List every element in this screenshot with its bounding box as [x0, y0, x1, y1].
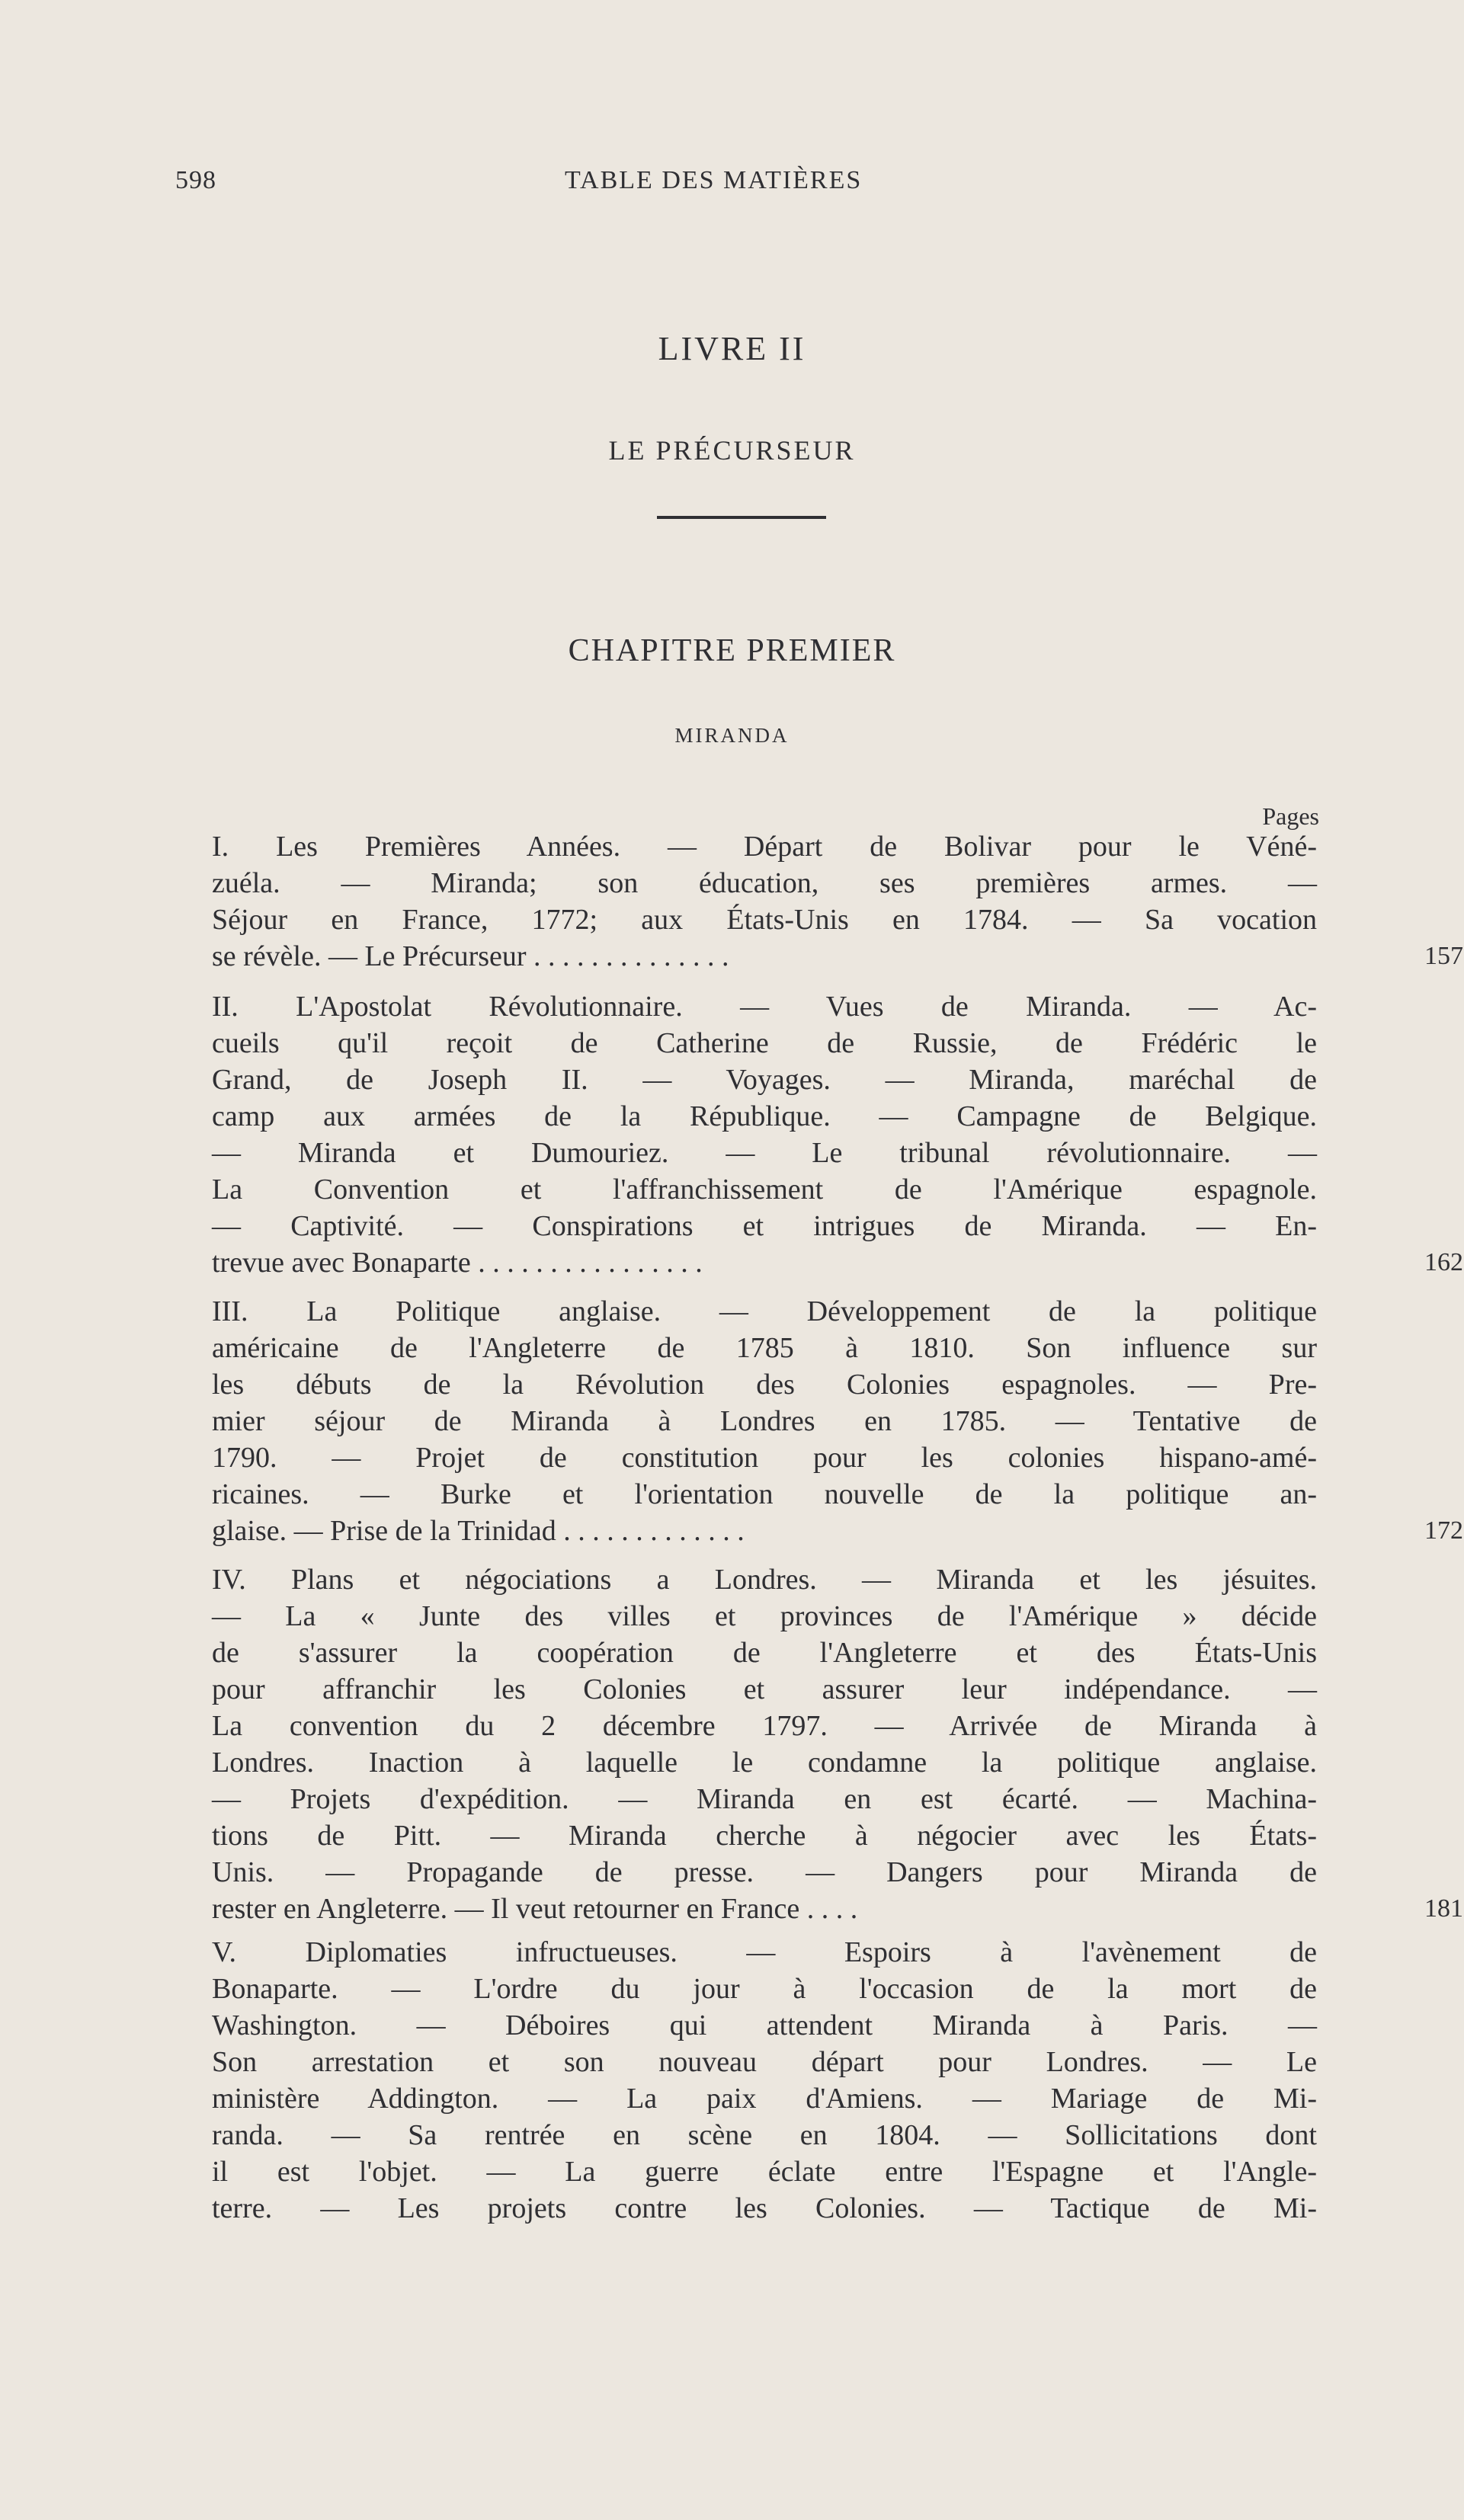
toc-entry-line: de s'assurer la coopération de l'Angleterre et des États-Unis [212, 1637, 1317, 1669]
toc-entry-line: La convention du 2 décembre 1797. — Arrivée de Miranda à [212, 1710, 1317, 1742]
toc-entry-line: — Miranda et Dumouriez. — Le tribunal révolutionnaire. — [212, 1137, 1317, 1169]
toc-entry-line: tions de Pitt. — Miranda cherche à négocier avec les États- [212, 1820, 1317, 1852]
toc-entry-line: Bonaparte. — L'ordre du jour à l'occasion de la mort de [212, 1973, 1317, 2005]
toc-entry [212, 1293, 1463, 1549]
book-part-title: LIVRE II [658, 330, 806, 367]
toc-entry-line: se révèle. — Le Précurseur . . . . . . . . . . . . . . [212, 940, 729, 972]
toc-entry-line: ricaines. — Burke et l'orientation nouvelle de la politique an- [212, 1478, 1317, 1510]
toc-entry-line: Londres. Inaction à laquelle le condamne la politique anglaise. [212, 1747, 1317, 1779]
toc-entry-line: rester en Angleterre. — Il veut retourner en France . . . . [212, 1893, 858, 1925]
toc-entry-line: V. Diplomaties infructueuses. — Espoirs à l'avènement de [212, 1936, 1317, 1968]
toc-entry [212, 988, 1463, 1281]
book-part-subtitle: LE PRÉCURSEUR [608, 435, 856, 466]
toc-entry-line: II. L'Apostolat Révolutionnaire. — Vues de Miranda. — Ac- [212, 991, 1317, 1023]
toc-entry-line: IV. Plans et négociations a Londres. — Miranda et les jésuites. [212, 1564, 1317, 1596]
toc-entry [212, 1934, 1317, 2227]
toc-entry-line: — Captivité. — Conspirations et intrigues de Miranda. — En- [212, 1210, 1317, 1242]
toc-entry-line: La Convention et l'affranchissement de l'Amérique espagnole. [212, 1174, 1317, 1206]
toc-entry-line: les débuts de la Révolution des Colonies espagnoles. — Pre- [212, 1369, 1317, 1401]
toc-entry-line: III. La Politique anglaise. — Développement de la politique [212, 1295, 1317, 1327]
toc-entry-line: — Projets d'expédition. — Miranda en est écarté. — Machina- [212, 1783, 1317, 1815]
toc-entry-line: 1790. — Projet de constitution pour les colonies hispano-amé- [212, 1442, 1317, 1474]
toc-entry-line: I. Les Premières Années. — Départ de Bolivar pour le Véné- [212, 831, 1317, 863]
toc-entry-line: trevue avec Bonaparte . . . . . . . . . . . . . . . . [212, 1247, 703, 1279]
toc-entry-line: il est l'objet. — La guerre éclate entre l'Espagne et l'Angle- [212, 2156, 1317, 2188]
toc-entry [212, 828, 1463, 975]
toc-entry-line: zuéla. — Miranda; son éducation, ses premières armes. — [212, 867, 1317, 899]
running-head-title: TABLE DES MATIÈRES [565, 166, 863, 194]
toc-entry-page: 181 [1424, 1894, 1463, 1923]
toc-entry-line: américaine de l'Angleterre de 1785 à 1810. Son influence sur [212, 1332, 1317, 1364]
chapter-subject: MIRANDA [674, 724, 790, 747]
toc-entry-line: Son arrestation et son nouveau départ pour Londres. — Le [212, 2046, 1317, 2078]
toc-entry-line: — La « Junte des villes et provinces de l'Amérique » décide [212, 1600, 1317, 1632]
toc-entry-page: 172 [1424, 1516, 1463, 1545]
toc-entry-line: glaise. — Prise de la Trinidad . . . . . . . . . . . . . [212, 1515, 745, 1547]
toc-entry-page: 157 [1424, 942, 1463, 970]
chapter-title: CHAPITRE PREMIER [568, 633, 896, 668]
toc-entry-line: terre. — Les projets contre les Colonies. — Tactique de Mi- [212, 2192, 1317, 2224]
toc-entry-line: ministère Addington. — La paix d'Amiens. — Mariage de Mi- [212, 2083, 1317, 2115]
toc-entry-page: 162 [1424, 1248, 1463, 1276]
toc-entry-line: pour affranchir les Colonies et assurer leur indépendance. — [212, 1673, 1317, 1705]
toc-entry-line: camp aux armées de la République. — Campagne de Belgique. [212, 1100, 1317, 1132]
toc-entry-line: randa. — Sa rentrée en scène en 1804. — Sollicitations dont [212, 2119, 1317, 2151]
pages-column-label: Pages [1262, 802, 1319, 830]
toc-entry-line: mier séjour de Miranda à Londres en 1785. — Tentative de [212, 1405, 1317, 1437]
toc-entry-line: Séjour en France, 1772; aux États-Unis en 1784. — Sa vocation [212, 904, 1317, 936]
divider-rule [657, 516, 826, 519]
toc-entry [212, 1561, 1463, 1927]
toc-entry-line: Washington. — Déboires qui attendent Miranda à Paris. — [212, 2009, 1317, 2041]
toc-entry-line: cueils qu'il reçoit de Catherine de Russie, de Frédéric le [212, 1027, 1317, 1059]
toc-entry-line: Grand, de Joseph II. — Voyages. — Miranda, maréchal de [212, 1064, 1317, 1096]
toc-entry-line: Unis. — Propagande de presse. — Dangers pour Miranda de [212, 1856, 1317, 1888]
page-number: 598 [175, 166, 216, 194]
